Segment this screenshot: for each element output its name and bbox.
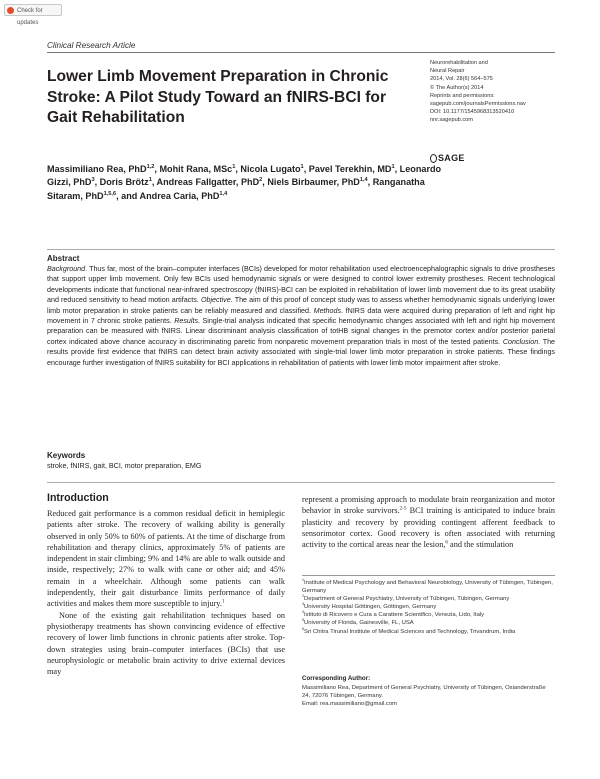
citation-ref[interactable]: 1	[221, 598, 225, 605]
abstract-body: Background. Thus far, most of the brain–computer interfaces (BCIs) developed for motor rehabilitation used electroencephalographic signals to drive prostheses that support upper limb movement. Only few BCIs used hemodynamic signals or were designed to control lower extremity prostheses. Recent technological developments indicate that functional near-infrared spectroscopy (fNIRS)-BCI can be exploited in rehabilitation of lower limb movement due to its great usability and reduced sensitivity to head motion artifacts. Objective. The aim of this proof of concept study was to assess whether hemodynamic signals underlying lower limb motor preparation in stroke patients can be reliably measured and classified. Methods. fNIRS data were acquired during preparation of left and right hip movement in 7 chronic stroke patients. Results. Single-trial analysis indicated that specific hemodynamic changes associated with left and right hip movement preparation can be measured with fNIRS. Linear discriminant analysis classification of totHB signal changes in the premotor cortex and/or posterior parietal cortex indicated above chance accuracy in discriminating paretic from nonparetic movement preparation trials in most of the tested patients. Conclusion. The results provide first evidence that fNIRS can detect brain activity associated with single-trial lower limb motor preparation in stroke patients. These findings encourage further investigation of fNIRS suitability for BCI applications in rehabilitation of patients with lower limb motor impairment after stroke.	[47, 265, 556, 367]
keywords-list: stroke, fNIRS, gait, BCI, motor preparation, EMG	[47, 462, 202, 470]
body-column-left	[47, 508, 285, 677]
reprints-label: Reprints and permissions:	[430, 92, 495, 99]
author-affiliation-ref: 1	[300, 163, 304, 170]
sage-logo	[430, 153, 465, 163]
body-column-right	[302, 494, 555, 550]
abstract-methods-label: Methods	[313, 306, 342, 315]
header-divider	[47, 52, 555, 53]
author-name: Pavel Terekhin, $MD^1$	[308, 163, 395, 174]
author-list: Massimiliano Rea, PhD$^{1,2}$, Mohit Rana, MSc$^1$, Nicola Lugato$^1$, Pavel Terekhin, $MD^1$, Leonardo Gizzi, PhD$^3$, Doris Brötz$^1$, Andreas Fallgatter, PhD$^2$, Niels Birbaumer, PhD$^{1,4}$, Ranganatha Sitaram, PhD$^{1,5,6}$, and Andrea Caria, PhD$^{1,4}$	[47, 163, 442, 201]
abstract-methods: fNIRS data were acquired during preparation of left and right hip movement in 7 chronic stroke patients.	[47, 306, 555, 326]
badge-label: Check for updates	[17, 8, 43, 26]
author-name: Massimiliano Rea, PhD$^{1,2}$	[47, 163, 155, 174]
corresponding-email[interactable]: Email: rea.massimiliano@gmail.com	[302, 701, 398, 708]
update-icon	[7, 7, 14, 14]
copyright: © The Author(s) 2014	[430, 84, 484, 91]
citation-ref[interactable]: 6	[445, 539, 448, 546]
abstract-background: Thus far, most of the brain–computer interfaces (BCIs) developed for motor rehabilitation used electroencephalographic signals to drive prostheses that support upper limb movement. Only few BCIs used hemodynamic signals or were designed to control lower extremity prostheses. Recent technological developments indicate that functional near-infrared spectroscopy (fNIRS)-BCI can be exploited in rehabilitation of lower limb movement due to its great usability and reduced sensitivity to head motion artifacts.	[47, 265, 556, 305]
affiliation-footnote: $^2$Department of General Psychiatry, University of Tübingen, Tübingen, Germany	[302, 594, 510, 603]
abstract-conclusion: The results provide first evidence that fNIRS can detect brain activity associated with single-trial lower limb motor preparation in stroke patients. These findings encourage further investigation of fNIRS suitability for BCI applications in rehabilitation of patients with lower limb motor impairment after stroke.	[47, 337, 556, 367]
footnote-divider	[302, 575, 555, 576]
journal-site-link[interactable]: nnr.sagepub.com	[430, 117, 473, 124]
keywords-divider	[47, 482, 555, 483]
author-affiliation-ref: 1	[232, 163, 236, 170]
article-type: Clinical Research Article	[47, 41, 136, 50]
article-title: Lower Limb Movement Preparation in Chronic Stroke: A Pilot Study Toward an fNIRS-BCI for Gait Rehabilitation	[47, 68, 389, 126]
introduction-heading: Introduction	[47, 492, 109, 504]
keywords-heading: Keywords	[47, 451, 86, 460]
author-name: Andreas Fallgatter, PhD$^2$	[156, 177, 263, 188]
corresponding-author-heading: Corresponding Author:	[302, 675, 371, 682]
abstract-objective: The aim of this proof of concept study was to assess whether hemodynamic signals underlying lower limb motor preparation in stroke patients can be reliably measured and classified.	[47, 296, 555, 315]
author-affiliation-ref: 3	[91, 177, 95, 184]
journal-name-line2: Neural Repair	[430, 68, 465, 75]
author-affiliation-ref: 1,4	[359, 177, 368, 184]
abstract-results-label: Results	[174, 317, 199, 326]
author-affiliation-ref: 1	[148, 177, 152, 184]
author-affiliation-ref: 1	[391, 163, 395, 170]
author-name: Leonardo Gizzi, PhD$^3$	[47, 164, 442, 188]
author-name: Ranganatha Sitaram, PhD$^{1,5,6}$	[47, 177, 425, 201]
affiliation-footnote: $^6$Sri Chitra Tirunal Institute of Medical Sciences and Technology, Trivandrum, India	[302, 626, 516, 635]
intro-paragraph-2: None of the existing gait rehabilitation techniques based on physiotherapy treatments has shown convincing evidence of effective recovery of lower limb functions in chronic patients after stroke. Top-down strategies using brain–computer interfaces (BCIs) that use neurophysiologic or metabolic brain activity to drive external devices may	[47, 610, 285, 677]
author-name: Niels Birbaumer, PhD$^{1,4}$	[267, 177, 368, 188]
abstract-results: Single-trial analysis indicated that specific hemodynamic changes associated with left and right hip movement preparation can be measured with fNIRS. Linear discriminant analysis classification of totHB signal changes in the premotor cortex and/or posterior parietal cortex indicated above chance accuracy in discriminating paretic from nonparetic movement preparation trials in most of the tested patients.	[47, 317, 556, 346]
abstract-heading: Abstract	[47, 254, 80, 263]
check-for-updates-badge[interactable]	[4, 4, 62, 26]
intro-paragraph-2-cont: represent a promising approach to modulate brain reorganization and motor behavior in stroke survivors.$^{2-5}$ BCI training is anticipated to induce brain plasticity and recovery by providing contingent afferent feedback to sensorimotor cortex. Good recovery is often associated with returning activity to the cortical areas near the lesion,$^6$ and the stimulation	[302, 495, 555, 550]
permissions-link[interactable]: sagepub.com/journalsPermissions.nav	[430, 101, 526, 108]
affiliation-footnote: $^5$University of Florida, Gainesville, FL, USA	[302, 618, 414, 627]
author-name: Doris Brötz$^1$	[99, 177, 152, 188]
affiliation-footnote: $^4$Istituto di Ricovero e Cura a Carattere Scientifico, Venezia, Lido, Italy	[302, 610, 485, 619]
abstract-background-label: Background	[47, 265, 86, 273]
corresponding-address: Massimiliano Rea, Department of General Psychiatry, University of Tübingen, Osianderstraße 24, 72076 Tübingen, Germany.	[302, 685, 546, 700]
journal-volume: 2014, Vol. 28(6) 564–575	[430, 76, 493, 83]
affiliation-footnote: $^1$Institute of Medical Psychology and Behavioral Neurobiology, University of Tübingen, Tübingen, Germany	[302, 578, 553, 595]
publisher-name: SAGE	[438, 153, 465, 163]
affiliation-footnotes	[302, 579, 555, 636]
abstract-objective-label: Objective	[200, 296, 231, 305]
author-affiliation-ref: 1,4	[219, 190, 228, 197]
journal-metadata	[430, 59, 570, 125]
abstract-divider	[47, 249, 555, 250]
sage-s-icon	[430, 154, 437, 163]
abstract-conclusion-label: Conclusion	[502, 337, 539, 346]
author-name: Andrea Caria, PhD$^{1,4}$	[139, 190, 228, 201]
intro-paragraph-1: Reduced gait performance is a common residual deficit in hemiplegic patients after stroke. The recovery of walking ability is generally observed in only 50% to 60% of patients. At the time of discharge from rehabilitation and therapy clinics, approximately 5% of patients are independent in stair climbing; 9% and 14% are able to walk outside and inside, respectively; 27% to walk with cane or other aid; and 45% remain in a wheelchair. Although some patients can walk independently, their gait disturbance limits performance of daily activities and makes them more susceptible to injury.$^1$	[47, 509, 285, 609]
author-name: Mohit Rana, MSc$^1$	[159, 163, 236, 174]
author-affiliation-ref: 2	[259, 177, 263, 184]
author-name: Nicola Lugato$^1$	[240, 163, 304, 174]
author-affiliation-ref: 1,2	[146, 163, 155, 170]
affiliation-footnote: $^3$University Hospital Göttingen, Göttingen, Germany	[302, 602, 437, 611]
doi[interactable]: DOI: 10.1177/1545968313520410	[430, 109, 515, 116]
citation-ref[interactable]: 2-5	[399, 505, 407, 512]
corresponding-author-details	[302, 684, 555, 708]
journal-name-line1: Neurorehabilitation and	[430, 60, 488, 66]
author-affiliation-ref: 1,5,6	[103, 190, 117, 197]
